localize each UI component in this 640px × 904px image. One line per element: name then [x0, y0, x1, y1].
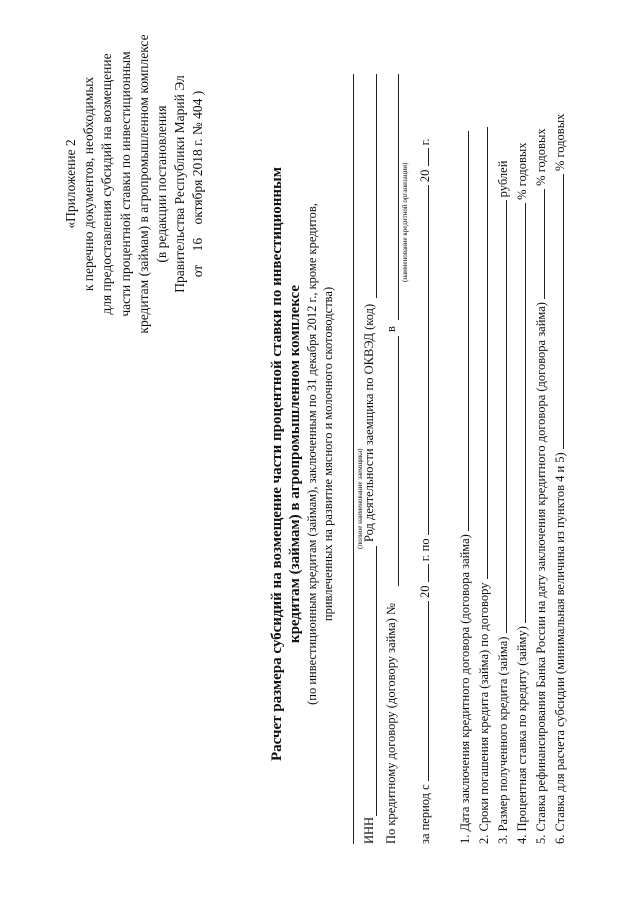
period-start-blank: [416, 601, 429, 781]
loan-contract-number-line: [398, 336, 399, 586]
item-5-blank: [532, 189, 545, 299]
item-4-suffix: % годовых: [515, 142, 529, 200]
date-day: 16: [190, 237, 206, 252]
date-close: ): [190, 90, 206, 96]
date-prefix: от: [190, 264, 206, 278]
period-g-2: г.: [418, 138, 432, 146]
okved-line: [376, 74, 377, 298]
appendix-line: для предоставления субсидий на возмещение: [99, 53, 115, 315]
item-6-blank: [551, 174, 564, 449]
credit-org-line: [398, 74, 399, 320]
item-5-text: 5. Ставка рефинансирования Банка России на дату заключения кредитного договора (договора займа): [534, 302, 548, 844]
appendix-line: к перечню документов, необходимых: [81, 76, 97, 292]
in-label: в: [384, 326, 398, 332]
item-1-text: 1. Дата заключения кредитного договора (договора займа): [458, 534, 472, 844]
item-2-text: 2. Сроки погашения кредита (займа) по договору: [477, 582, 491, 844]
period-row: [416, 139, 432, 844]
period-year-1-blank: [416, 564, 429, 582]
period-end-blank: [416, 185, 429, 535]
subtitle-line-1: (по инвестиционным кредитам (займам), заключенным по 31 декабря 2012 г., кроме кредитов,: [305, 203, 319, 705]
date-rest: октября 2018 г. №: [190, 122, 206, 225]
inn-label: ИНН: [362, 816, 376, 844]
subtitle-line-2: привлеченных на развитие мясного и молочного скотоводства): [321, 286, 335, 622]
inn-line: [376, 546, 377, 816]
appendix-line: «Приложение 2: [63, 139, 78, 229]
appendix-line: (в редакции постановления: [154, 105, 170, 263]
item-4: [513, 142, 529, 844]
period-label: за период с: [418, 784, 432, 844]
appendix-date-line: [189, 34, 207, 334]
item-2-blank: [475, 127, 488, 579]
item-6-text: 6. Ставка для расчета субсидии (минимальная величина из пунктов 4 и 5): [553, 452, 567, 844]
document-subtitle: [304, 94, 336, 814]
appendix-line: кредитам (займам) в агропромышленном комплексе: [135, 34, 151, 334]
full-name-caption: (полное наименование заемщика): [356, 448, 364, 549]
period-year-2-blank: [416, 148, 429, 166]
item-3-blank: [494, 200, 507, 633]
item-3: [494, 161, 510, 844]
appendix-line: части процентной ставки по инвестиционным: [117, 51, 133, 317]
item-3-text: 3. Размер полученного кредита (займа): [496, 636, 510, 844]
item-5: [532, 128, 548, 844]
full-name-line: [353, 74, 354, 844]
item-4-blank: [513, 203, 526, 623]
item-4-text: 4. Процентная ставка по кредиту (займу): [515, 626, 529, 844]
date-number: 404: [190, 98, 206, 119]
item-2: [475, 127, 491, 844]
period-g-1: г. по: [418, 538, 432, 562]
item-6-suffix: % годовых: [553, 113, 567, 172]
item-3-suffix: рублей: [496, 160, 510, 198]
title-line-2: кредитам (займам) в агропромышленном комплексе: [287, 284, 303, 644]
appendix-header: [62, 34, 208, 334]
appendix-line: Правительства Республики Марий Эл: [172, 75, 188, 293]
item-6: [551, 114, 567, 844]
item-5-suffix: % годовых: [534, 128, 548, 186]
period-year-2: 20: [418, 169, 432, 183]
period-year-1: 20: [418, 585, 432, 599]
item-1: [456, 131, 472, 844]
loan-contract-label: По кредитному договору (договору займа) №: [384, 603, 398, 844]
okved-label: Род деятельности заемщика по ОКВЭД (код): [362, 303, 376, 542]
document-title: [268, 84, 304, 844]
item-1-blank: [456, 131, 469, 531]
title-line-1: Расчет размера субсидий на возмещение части процентной ставки по инвестиционным: [269, 167, 285, 762]
credit-org-caption: (наименование кредитной организации): [401, 162, 409, 282]
